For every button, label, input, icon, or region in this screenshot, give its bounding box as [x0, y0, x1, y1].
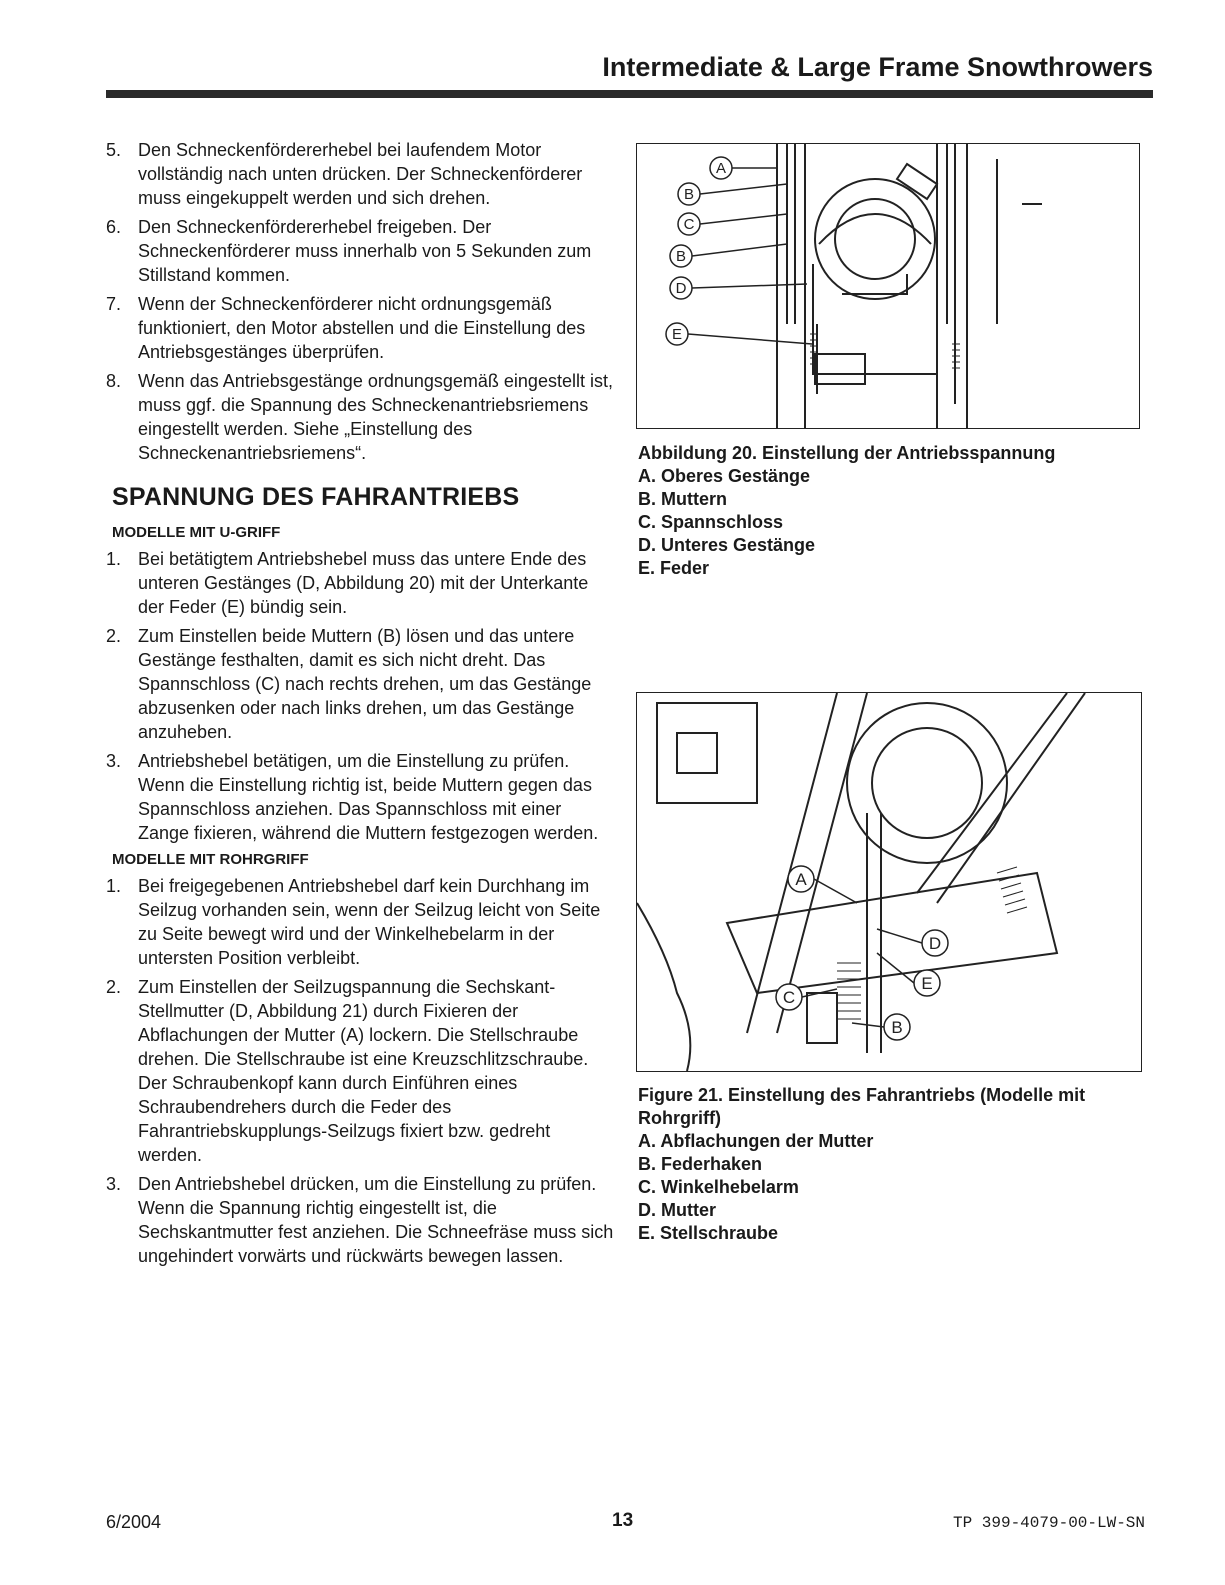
list-item [106, 1172, 616, 1268]
callout-label: A [715, 160, 727, 177]
callout-label: E [921, 974, 933, 993]
legend-item: C. Spannschloss [638, 512, 784, 532]
figure-20-illustration [636, 143, 1140, 429]
legend-item: B. Muttern [638, 489, 727, 509]
figure-20-drawing [637, 144, 1139, 428]
item-text: Zum Einstellen der Seilzugspannung die Sechskant-Stellmutter (D, Abbildung 21) durch Fixieren der Abflachungen der Mutter (A) lockern. Die Stellschraube drehen. Die Stellschraube ist eine Kreuzschlitzschraube. Der Schraubenkopf kann durch Einführen eines Schraubendrehers durch die Feder des Fahrantriebskupplungs-Seilzugs fixiert bzw. gedreht werden. [138, 977, 589, 1165]
section-heading: SPANNUNG DES FAHRANTRIEBS [112, 483, 520, 511]
document-code: TP 399-4079-00-LW-SN [952, 1514, 1145, 1532]
callout-label: D [675, 280, 687, 297]
callout-label: B [891, 1018, 903, 1037]
legend-item: E. Feder [638, 558, 710, 578]
item-number: 2. [106, 977, 122, 997]
item-number: 2. [106, 626, 122, 646]
item-number: 7. [106, 294, 122, 314]
list-item [106, 292, 616, 364]
figure-21-title: Figure 21. Einstellung des Fahrantriebs (Modelle mit Rohrgriff) [638, 1085, 1086, 1128]
item-number: 5. [106, 140, 122, 160]
list-item [106, 369, 616, 465]
legend-item: A. Abflachungen der Mutter [638, 1131, 874, 1151]
figure-21-illustration [636, 692, 1142, 1072]
item-text: Wenn der Schneckenförderer nicht ordnungsgemäß funktioniert, den Motor abstellen und die Einstellung des Antriebsgestänges überprüfen. [138, 294, 586, 362]
left-column [106, 138, 616, 1273]
item-number: 1. [106, 876, 122, 896]
callout-label: B [683, 186, 695, 203]
item-text: Den Schneckenfördererhebel freigeben. Der Schneckenförderer muss innerhalb von 5 Sekunden zum Stillstand kommen. [138, 217, 592, 285]
list-item [106, 975, 616, 1167]
item-text: Wenn das Antriebsgestänge ordnungsgemäß eingestellt ist, muss ggf. die Spannung des Schneckenantriebsriemens eingestellt werden. Siehe „Einstellung des Schneckenantriebsriemens“. [138, 371, 613, 463]
legend-item: E. Stellschraube [638, 1223, 779, 1243]
callout-label: C [782, 988, 796, 1007]
figure-21-caption [638, 1084, 1138, 1245]
callout-label: C [683, 216, 695, 233]
legend-item: B. Federhaken [638, 1154, 763, 1174]
figure-21-drawing [637, 693, 1141, 1071]
item-number: 3. [106, 1174, 122, 1194]
item-text: Bei betätigtem Antriebshebel muss das untere Ende des unteren Gestänges (D, Abbildung 20) mit der Unterkante der Feder (E) bündig sein. [138, 549, 589, 617]
page-number: 13 [612, 1510, 634, 1531]
list-item [106, 215, 616, 287]
list-item [106, 749, 616, 845]
list-item [106, 624, 616, 744]
callout-label: E [671, 326, 683, 343]
header-rule [106, 90, 1153, 98]
list-item [106, 874, 616, 970]
callout-label: A [795, 870, 807, 889]
figure-20-caption [638, 442, 1138, 580]
item-number: 8. [106, 371, 122, 391]
item-text: Bei freigegebenen Antriebshebel darf kein Durchhang im Seilzug vorhanden sein, wenn der Seilzug leicht von Seite zu Seite bewegt wird und der Winkelhebelarm in der untersten Position verbleibt. [138, 876, 601, 968]
legend-item: A. Oberes Gestänge [638, 466, 811, 486]
legend-item: D. Unteres Gestänge [638, 535, 816, 555]
subsection-heading-u-griff: MODELLE MIT U-GRIFF [112, 524, 281, 541]
legend-item: D. Mutter [638, 1200, 716, 1220]
list-item [106, 547, 616, 619]
callout-label: B [675, 248, 687, 265]
list-item [106, 138, 616, 210]
item-number: 6. [106, 217, 122, 237]
item-number: 3. [106, 751, 122, 771]
callout-label: D [928, 934, 942, 953]
subsection-heading-rohrgriff: MODELLE MIT ROHRGRIFF [112, 851, 309, 868]
item-text: Den Schneckenfördererhebel bei laufendem Motor vollständig nach unten drücken. Der Schneckenförderer muss eingekuppelt werden und sich drehen. [138, 140, 583, 208]
figure-20-title: Abbildung 20. Einstellung der Antriebsspannung [638, 443, 1056, 463]
item-text: Den Antriebshebel drücken, um die Einstellung zu prüfen. Wenn die Spannung richtig eingestellt ist, die Sechskantmutter fest anziehen. Die Schneefräse muss sich ungehindert vorwärts und rückwärts bewegen lassen. [138, 1174, 614, 1266]
page-header-title: Intermediate & Large Frame Snowthrowers [602, 52, 1153, 82]
item-text: Zum Einstellen beide Muttern (B) lösen und das untere Gestänge festhalten, damit es sich nicht dreht. Das Spannschloss (C) nach rechts drehen, um das Gestänge abzusenken oder nach links drehen, um das Gestänge anzuheben. [138, 626, 592, 742]
footer-date: 6/2004 [106, 1512, 162, 1532]
item-number: 1. [106, 549, 122, 569]
item-text: Antriebshebel betätigen, um die Einstellung zu prüfen. Wenn die Einstellung richtig ist, beide Muttern gegen das Spannschloss anziehen. Das Spannschloss mit einer Zange fixieren, während die Muttern festgezogen werden. [138, 751, 599, 843]
legend-item: C. Winkelhebelarm [638, 1177, 799, 1197]
